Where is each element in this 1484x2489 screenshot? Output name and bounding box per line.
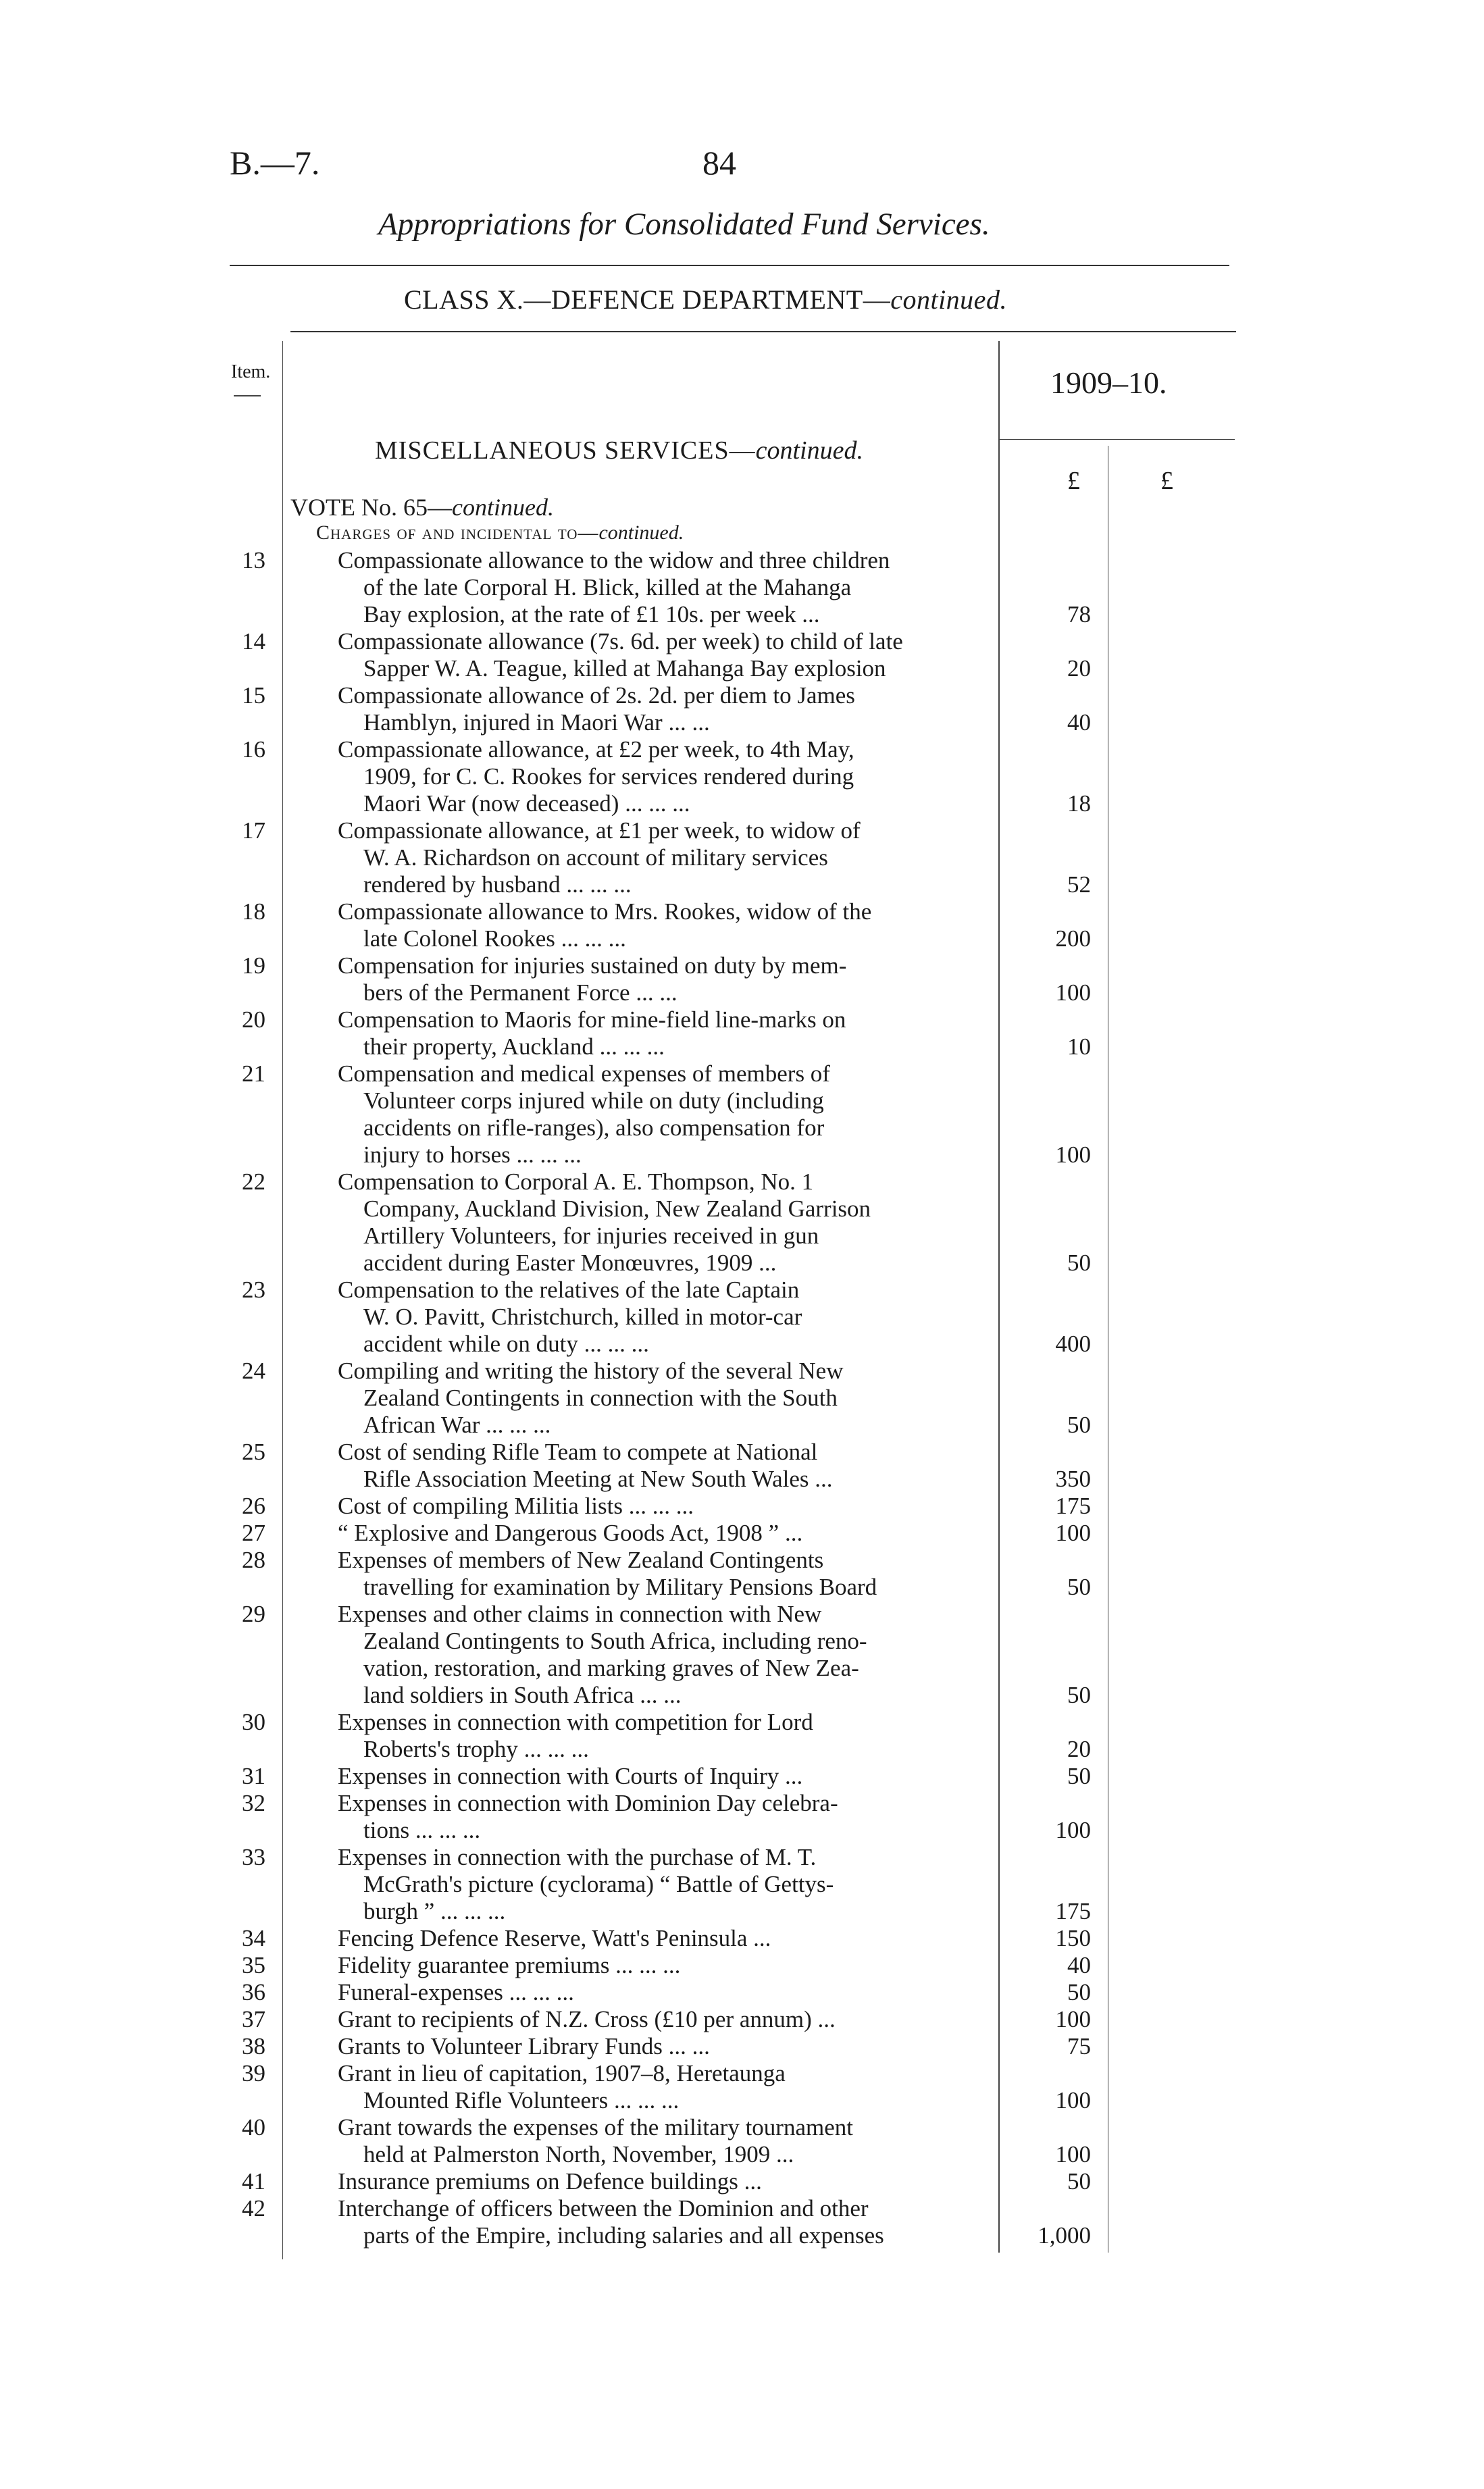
item-description xyxy=(338,1169,981,1277)
item-description xyxy=(338,682,981,736)
item-number: 36 xyxy=(242,1979,265,2005)
item-description xyxy=(338,1547,981,1601)
item-description-line: Grant towards the expenses of the military tournament xyxy=(338,2114,853,2140)
item-amount: 50 xyxy=(1067,1682,1091,1708)
item-description-line: Mounted Rifle Volunteers ... ... ... xyxy=(363,2087,680,2113)
item-description-line: parts of the Empire, including salaries and all expenses xyxy=(363,2222,884,2249)
item-description xyxy=(338,952,981,1006)
item-description xyxy=(338,736,981,817)
list-item xyxy=(0,2195,1484,2249)
item-amount: 50 xyxy=(1067,2168,1091,2195)
item-description-line: bers of the Permanent Force ... ... xyxy=(363,979,677,1006)
item-description-line: Compassionate allowance to the widow and three children xyxy=(338,547,890,573)
list-item xyxy=(0,1952,1484,1979)
pound-symbol-right: £ xyxy=(1160,467,1173,495)
item-description-line: Roberts's trophy ... ... ... xyxy=(363,1736,589,1762)
item-description-line: Expenses in connection with Courts of Inquiry ... xyxy=(338,1763,803,1789)
item-number: 18 xyxy=(242,898,265,925)
item-description-line: Compensation to Corporal A. E. Thompson, No. 1 xyxy=(338,1169,814,1195)
item-description-line: Grant in lieu of capitation, 1907–8, Heretaunga xyxy=(338,2060,786,2086)
item-amount: 175 xyxy=(1055,1898,1091,1924)
item-description-line: Sapper W. A. Teague, killed at Mahanga Bay explosion xyxy=(363,655,886,682)
item-description-line: Compassionate allowance of 2s. 2d. per diem to James xyxy=(338,682,855,709)
item-number: 34 xyxy=(242,1925,265,1951)
list-item xyxy=(0,547,1484,628)
item-description-line: Hamblyn, injured in Maori War ... ... xyxy=(363,709,710,736)
item-description xyxy=(338,2168,981,2195)
item-description-line: Expenses in connection with the purchase of M. T. xyxy=(338,1844,817,1870)
item-number: 40 xyxy=(242,2114,265,2140)
parliamentary-paper-ref: B.—7. xyxy=(230,144,320,182)
list-item xyxy=(0,2114,1484,2168)
item-description-line: Expenses in connection with Dominion Day celebra- xyxy=(338,1790,838,1816)
item-number: 42 xyxy=(242,2195,265,2222)
list-item xyxy=(0,1520,1484,1547)
item-description-line: Compensation to Maoris for mine-field line-marks on xyxy=(338,1006,846,1033)
item-number: 38 xyxy=(242,2033,265,2059)
item-amount: 50 xyxy=(1067,1979,1091,2005)
item-description-line: held at Palmerston North, November, 1909 ... xyxy=(363,2141,794,2167)
item-description xyxy=(338,2195,981,2249)
item-description-line: W. A. Richardson on account of military services xyxy=(363,844,828,871)
item-number: 22 xyxy=(242,1169,265,1195)
item-amount: 50 xyxy=(1067,1250,1091,1276)
appropriation-items-list xyxy=(0,547,1484,2249)
item-amount: 400 xyxy=(1055,1331,1091,1357)
item-description-line: accident while on duty ... ... ... xyxy=(363,1331,649,1357)
list-item xyxy=(0,1763,1484,1790)
list-item xyxy=(0,898,1484,952)
item-description xyxy=(338,2114,981,2168)
item-amount: 50 xyxy=(1067,1412,1091,1438)
list-item xyxy=(0,1060,1484,1169)
class-title: CLASS X.—DEFENCE DEPARTMENT—continued. xyxy=(404,284,1007,315)
item-description-line: Compensation and medical expenses of members of xyxy=(338,1060,830,1087)
item-amount: 18 xyxy=(1067,790,1091,817)
list-item xyxy=(0,1547,1484,1601)
item-description-line: Expenses and other claims in connection with New xyxy=(338,1601,822,1627)
vote-heading: VOTE No. 65—continued. xyxy=(290,494,554,521)
item-amount: 200 xyxy=(1055,925,1091,952)
charges-subheading: Charges of and incidental to—continued. xyxy=(316,521,684,544)
item-number: 24 xyxy=(242,1358,265,1384)
item-amount: 40 xyxy=(1067,709,1091,736)
list-item xyxy=(0,1979,1484,2006)
item-description-line: late Colonel Rookes ... ... ... xyxy=(363,925,626,952)
item-description-line: tions ... ... ... xyxy=(363,1817,481,1843)
item-column-header: Item. xyxy=(231,361,271,382)
item-description xyxy=(338,1060,981,1169)
item-amount: 20 xyxy=(1067,1736,1091,1762)
item-description-line: Compassionate allowance (7s. 6d. per week) to child of late xyxy=(338,628,903,655)
list-item xyxy=(0,2168,1484,2195)
item-description xyxy=(338,1925,981,1952)
item-description-line: Interchange of officers between the Dominion and other xyxy=(338,2195,869,2222)
list-item xyxy=(0,1358,1484,1439)
list-item xyxy=(0,628,1484,682)
item-description-line: their property, Auckland ... ... ... xyxy=(363,1033,665,1060)
item-amount: 100 xyxy=(1055,979,1091,1006)
item-amount: 100 xyxy=(1055,2141,1091,2167)
item-description-line: Compassionate allowance to Mrs. Rookes, widow of the xyxy=(338,898,872,925)
item-description-line: Grants to Volunteer Library Funds ... ... xyxy=(338,2033,710,2059)
item-description-line: Insurance premiums on Defence buildings ... xyxy=(338,2168,762,2195)
item-description-line: rendered by husband ... ... ... xyxy=(363,871,632,898)
item-number: 26 xyxy=(242,1493,265,1519)
item-description-line: Compiling and writing the history of the several New xyxy=(338,1358,844,1384)
item-description-line: Zealand Contingents in connection with the South xyxy=(363,1385,838,1411)
item-column-dash xyxy=(234,395,261,396)
item-description-line: McGrath's picture (cyclorama) “ Battle of Gettys- xyxy=(363,1871,834,1897)
list-item xyxy=(0,1493,1484,1520)
item-amount: 10 xyxy=(1067,1033,1091,1060)
item-amount: 100 xyxy=(1055,2006,1091,2032)
page-title: Appropriations for Consolidated Fund Services. xyxy=(378,207,990,242)
item-amount: 175 xyxy=(1055,1493,1091,1519)
page-number: 84 xyxy=(702,144,736,182)
item-description-line: Fidelity guarantee premiums ... ... ... xyxy=(338,1952,681,1978)
item-amount: 100 xyxy=(1055,1141,1091,1168)
list-item xyxy=(0,1439,1484,1493)
item-number: 32 xyxy=(242,1790,265,1816)
list-item xyxy=(0,2060,1484,2114)
item-description xyxy=(338,547,981,628)
item-description-line: Compensation for injuries sustained on duty by mem- xyxy=(338,952,847,979)
item-description xyxy=(338,1493,981,1520)
item-description-line: Compensation to the relatives of the late Captain xyxy=(338,1277,800,1303)
list-item xyxy=(0,1601,1484,1709)
item-description-line: accident during Easter Monœuvres, 1909 ... xyxy=(363,1250,777,1276)
list-item xyxy=(0,1169,1484,1277)
item-amount: 20 xyxy=(1067,655,1091,682)
list-item xyxy=(0,2033,1484,2060)
item-description xyxy=(338,1277,981,1358)
list-item xyxy=(0,682,1484,736)
list-item xyxy=(0,1277,1484,1358)
list-item xyxy=(0,1844,1484,1925)
section-heading: MISCELLANEOUS SERVICES—continued. xyxy=(375,436,863,465)
item-description-line: burgh ” ... ... ... xyxy=(363,1898,506,1924)
item-amount: 100 xyxy=(1055,1520,1091,1546)
item-amount: 40 xyxy=(1067,1952,1091,1978)
item-description xyxy=(338,898,981,952)
item-description-line: Rifle Association Meeting at New South Wales ... xyxy=(363,1466,833,1492)
item-number: 20 xyxy=(242,1006,265,1033)
item-description-line: Expenses in connection with competition for Lord xyxy=(338,1709,813,1735)
item-description-line: Company, Auckland Division, New Zealand Garrison xyxy=(363,1196,871,1222)
item-amount: 75 xyxy=(1067,2033,1091,2059)
year-rule xyxy=(998,439,1235,440)
item-number: 29 xyxy=(242,1601,265,1627)
item-number: 33 xyxy=(242,1844,265,1870)
item-description-line: Zealand Contingents to South Africa, including reno- xyxy=(363,1628,867,1654)
item-description-line: African War ... ... ... xyxy=(363,1412,551,1438)
item-amount: 1,000 xyxy=(1038,2222,1091,2249)
item-description-line: vation, restoration, and marking graves of New Zea- xyxy=(363,1655,859,1681)
list-item xyxy=(0,1790,1484,1844)
item-description-line: travelling for examination by Military Pensions Board xyxy=(363,1574,877,1600)
item-amount: 50 xyxy=(1067,1763,1091,1789)
item-number: 27 xyxy=(242,1520,265,1546)
item-description xyxy=(338,1790,981,1844)
title-rule xyxy=(230,265,1229,266)
item-description-line: Cost of compiling Militia lists ... ... ... xyxy=(338,1493,694,1519)
item-description-line: “ Explosive and Dangerous Goods Act, 1908 ” ... xyxy=(338,1520,803,1546)
item-amount: 78 xyxy=(1067,601,1091,627)
item-description-line: Compassionate allowance, at £1 per week, to widow of xyxy=(338,817,861,844)
list-item xyxy=(0,1925,1484,1952)
item-description xyxy=(338,1952,981,1979)
item-amount: 150 xyxy=(1055,1925,1091,1951)
list-item xyxy=(0,2006,1484,2033)
item-description-line: accidents on rifle-ranges), also compensation for xyxy=(363,1114,825,1141)
year-column-header: 1909–10. xyxy=(1050,365,1167,400)
item-number: 19 xyxy=(242,952,265,979)
item-description-line: Compassionate allowance, at £2 per week, to 4th May, xyxy=(338,736,854,763)
item-description xyxy=(338,628,981,682)
item-description-line: Grant to recipients of N.Z. Cross (£10 per annum) ... xyxy=(338,2006,836,2032)
item-description-line: Fencing Defence Reserve, Watt's Peninsula ... xyxy=(338,1925,771,1951)
item-number: 35 xyxy=(242,1952,265,1978)
item-description xyxy=(338,1358,981,1439)
pound-symbol-left: £ xyxy=(1067,467,1080,495)
item-description xyxy=(338,1709,981,1763)
item-description-line: Bay explosion, at the rate of £1 10s. per week ... xyxy=(363,601,820,627)
item-amount: 350 xyxy=(1055,1466,1091,1492)
item-number: 28 xyxy=(242,1547,265,1573)
item-description-line: Artillery Volunteers, for injuries received in gun xyxy=(363,1223,819,1249)
list-item xyxy=(0,1709,1484,1763)
item-number: 23 xyxy=(242,1277,265,1303)
item-description-line: W. O. Pavitt, Christchurch, killed in motor-car xyxy=(363,1304,802,1330)
class-rule xyxy=(290,331,1236,332)
item-description xyxy=(338,1601,981,1709)
list-item xyxy=(0,736,1484,817)
item-number: 14 xyxy=(242,628,265,655)
item-description xyxy=(338,1979,981,2006)
item-description xyxy=(338,2060,981,2114)
item-number: 25 xyxy=(242,1439,265,1465)
item-description-line: of the late Corporal H. Blick, killed at the Mahanga xyxy=(363,574,852,600)
item-description-line: land soldiers in South Africa ... ... xyxy=(363,1682,682,1708)
item-description-line: Volunteer corps injured while on duty (including xyxy=(363,1087,824,1114)
item-number: 16 xyxy=(242,736,265,763)
item-description-line: injury to horses ... ... ... xyxy=(363,1141,582,1168)
item-amount: 52 xyxy=(1067,871,1091,898)
item-description-line: 1909, for C. C. Rookes for services rendered during xyxy=(363,763,854,790)
item-description-line: Maori War (now deceased) ... ... ... xyxy=(363,790,690,817)
item-description xyxy=(338,2006,981,2033)
list-item xyxy=(0,952,1484,1006)
item-amount: 100 xyxy=(1055,1817,1091,1843)
item-description xyxy=(338,817,981,898)
item-amount: 50 xyxy=(1067,1574,1091,1600)
item-description xyxy=(338,1763,981,1790)
item-number: 13 xyxy=(242,547,265,573)
item-number: 15 xyxy=(242,682,265,709)
item-description-line: Expenses of members of New Zealand Contingents xyxy=(338,1547,824,1573)
item-description xyxy=(338,1844,981,1925)
item-number: 37 xyxy=(242,2006,265,2032)
item-description xyxy=(338,1520,981,1547)
item-description-line: Funeral-expenses ... ... ... xyxy=(338,1979,574,2005)
item-description xyxy=(338,2033,981,2060)
item-number: 17 xyxy=(242,817,265,844)
item-number: 30 xyxy=(242,1709,265,1735)
item-amount: 100 xyxy=(1055,2087,1091,2113)
list-item xyxy=(0,817,1484,898)
item-number: 41 xyxy=(242,2168,265,2195)
item-description xyxy=(338,1006,981,1060)
item-description-line: Cost of sending Rifle Team to compete at National xyxy=(338,1439,818,1465)
item-number: 31 xyxy=(242,1763,265,1789)
item-description xyxy=(338,1439,981,1493)
list-item xyxy=(0,1006,1484,1060)
item-number: 21 xyxy=(242,1060,265,1087)
item-number: 39 xyxy=(242,2060,265,2086)
